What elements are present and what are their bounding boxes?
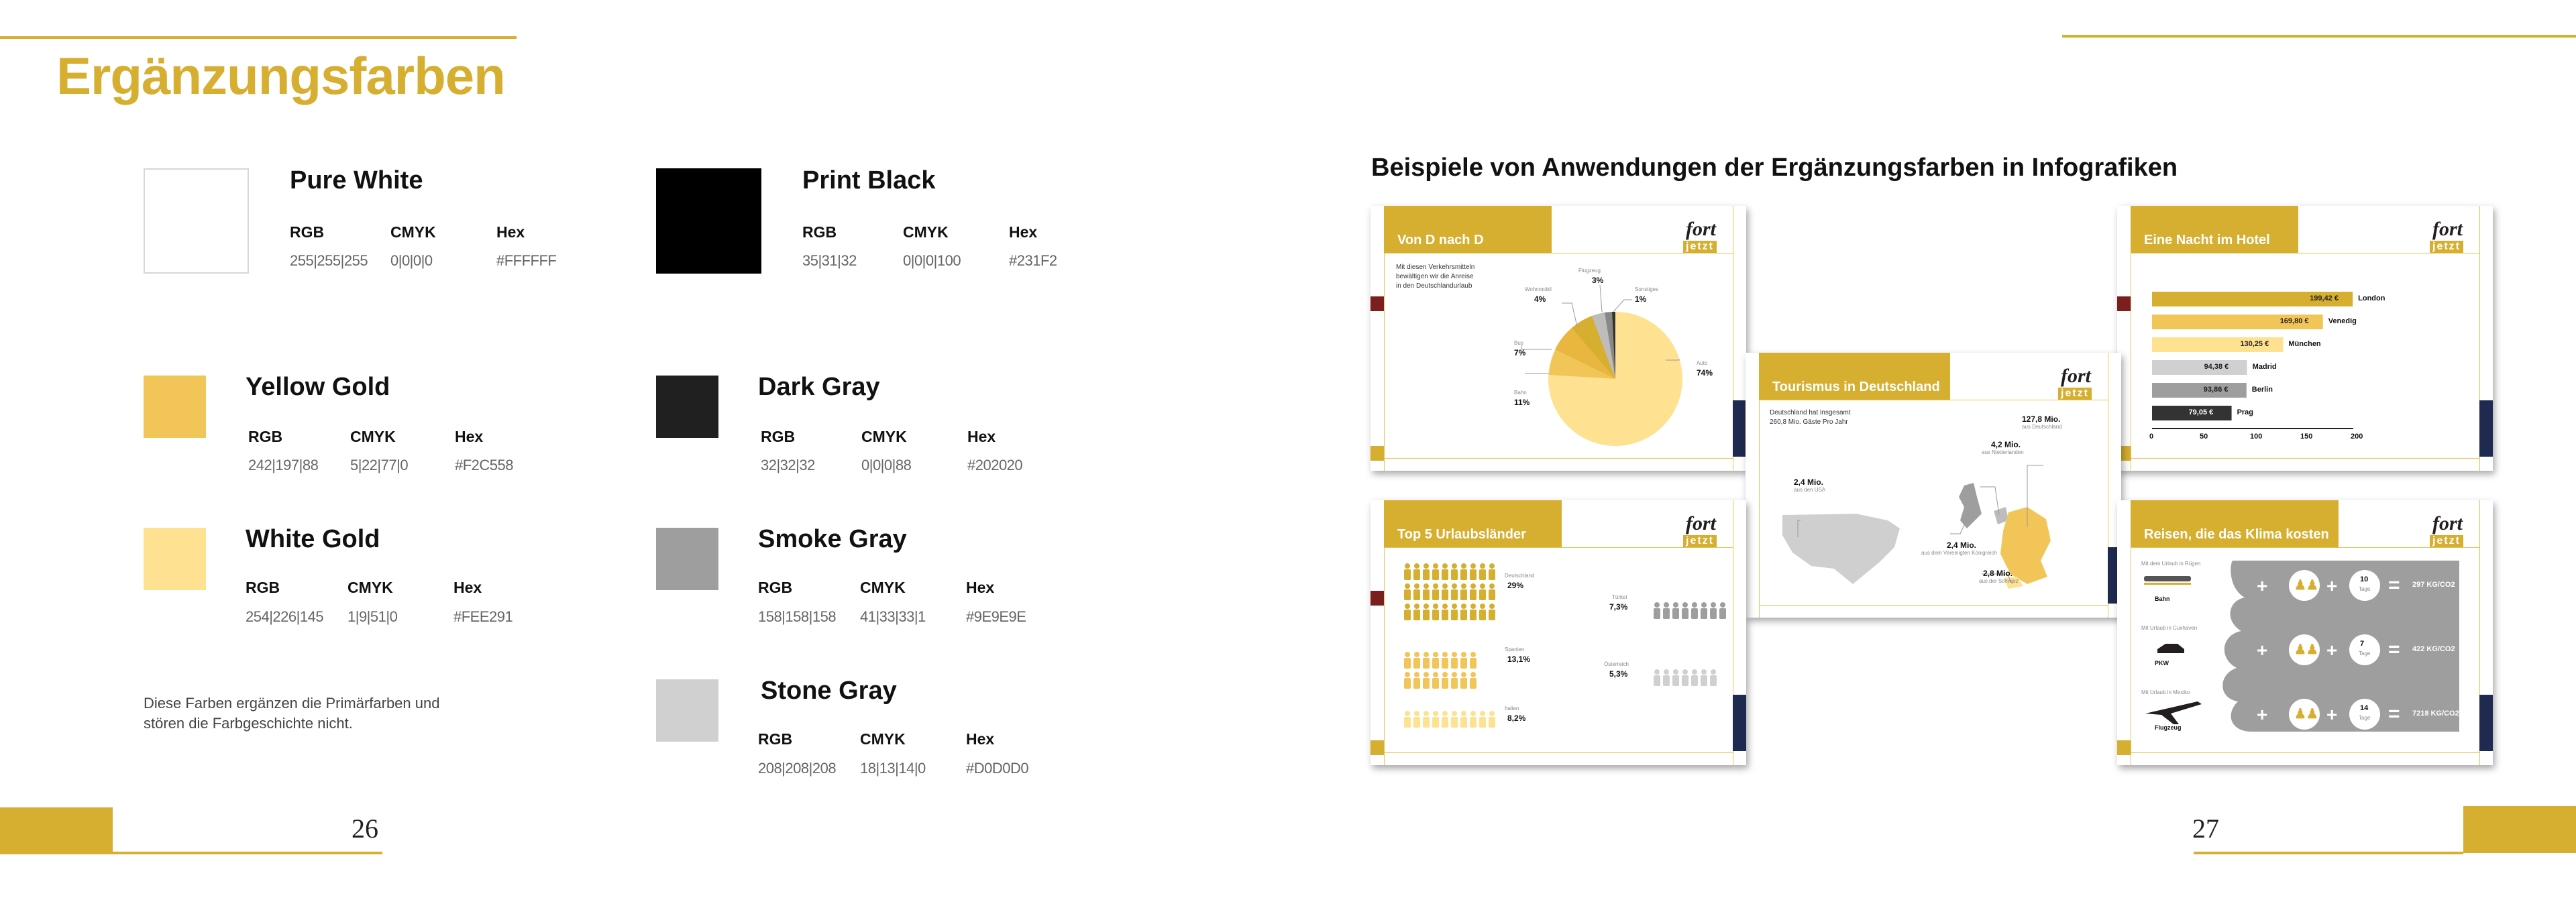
bar-city: Venedig — [2328, 317, 2357, 325]
cmyk-label: CMYK — [861, 428, 907, 445]
rgb-value: 242|197|88 — [248, 457, 319, 473]
person-icon — [1404, 563, 1411, 580]
person-icon — [1663, 669, 1670, 686]
swatch-print-black — [656, 168, 761, 274]
color-name: Print Black — [802, 166, 936, 194]
person-icon — [1663, 602, 1670, 619]
rgb-label: RGB — [246, 579, 280, 596]
equals-sign: = — [2388, 703, 2400, 725]
country-label: Deutschland — [1505, 573, 1535, 579]
card-title: Von D nach D — [1397, 233, 1484, 247]
people-icon: ♟♟ — [2294, 707, 2318, 722]
bar-city: London — [2358, 294, 2385, 302]
fort-logo: fort — [2432, 218, 2463, 240]
person-icon — [1479, 583, 1486, 600]
country-label: Österreich — [1604, 661, 1629, 667]
jetzt-logo: jetzt — [2058, 388, 2092, 400]
infographic-d-nach-d — [1371, 206, 1746, 471]
hex-value: #FEE291 — [453, 608, 513, 625]
intro-line: in den Deutschlandurlaub — [1396, 282, 1472, 290]
value: 4,2 Mio. — [1991, 440, 2021, 449]
person-icon — [1413, 652, 1420, 669]
person-icon — [1489, 711, 1495, 728]
rgb-value: 32|32|32 — [761, 457, 815, 473]
co2-result: 7218 KG/CO2 — [2412, 709, 2459, 718]
hex-label: Hex — [966, 730, 995, 748]
person-icon — [1442, 672, 1448, 689]
person-icon — [1460, 672, 1467, 689]
top-rule-right — [2062, 35, 2576, 38]
days-label: Tage — [2359, 586, 2371, 592]
person-icon — [1479, 563, 1486, 580]
value-sub: aus dem Vereinigten Königreich — [1921, 550, 1997, 556]
slice-label: Sonstiges — [1635, 286, 1659, 292]
hotel-bar-chart — [2117, 206, 2493, 471]
person-icon — [1404, 583, 1411, 600]
person-icon — [1432, 583, 1439, 600]
slice-label: Auto — [1697, 360, 1708, 366]
swatch-pure-white — [144, 168, 249, 274]
people-icon: ♟♟ — [2294, 642, 2318, 657]
days-circle — [2349, 570, 2380, 601]
bar-value: 94,38 € — [2204, 363, 2229, 371]
fort-logo: fort — [2432, 512, 2463, 534]
person-icon — [1470, 563, 1477, 580]
person-icon — [1404, 711, 1411, 728]
days-number: 10 — [2360, 575, 2369, 583]
note-line: stören die Farbgeschichte nicht. — [144, 715, 353, 732]
person-icon — [1460, 604, 1467, 620]
rgb-value: 208|208|208 — [758, 760, 837, 777]
axis-tick: 200 — [2351, 433, 2363, 441]
hex-value: #202020 — [967, 457, 1023, 473]
person-icon — [1682, 602, 1688, 619]
slice-value: 3% — [1592, 276, 1604, 285]
person-icon — [1423, 672, 1430, 689]
hex-label: Hex — [1009, 223, 1038, 241]
equals-sign: = — [2388, 638, 2400, 661]
card-title: Eine Nacht im Hotel — [2144, 233, 2270, 247]
person-icon — [1654, 669, 1660, 686]
person-icon — [1489, 563, 1495, 580]
person-icon — [1719, 602, 1726, 619]
footer-rule-right — [2194, 852, 2463, 854]
intro-line: Deutschland hat insgesamt — [1770, 409, 1851, 416]
axis-tick: 50 — [2200, 433, 2208, 441]
person-icon — [1404, 672, 1411, 689]
person-icon — [1423, 563, 1430, 580]
equals-sign: = — [2388, 574, 2400, 596]
card-title: Reisen, die das Klima kosten — [2144, 527, 2329, 542]
jetzt-logo: jetzt — [2430, 535, 2463, 547]
person-icon — [1442, 652, 1448, 669]
infographic-klima — [2117, 500, 2493, 765]
country-value: 29% — [1507, 581, 1524, 590]
page-title: Ergänzungsfarben — [56, 46, 505, 105]
hex-label: Hex — [496, 223, 525, 241]
value-sub: aus Niederlanden — [1982, 449, 2024, 455]
note-line: Diese Farben ergänzen die Primärfarben und — [144, 695, 440, 712]
value: 127,8 Mio. — [2022, 414, 2061, 424]
bar-city: Berlin — [2251, 386, 2273, 394]
people-icon: ♟♟ — [2294, 578, 2318, 593]
days-label: Tage — [2359, 650, 2371, 657]
transport-mode: Bahn — [2155, 595, 2170, 602]
person-icon — [1451, 711, 1458, 728]
bar-city: München — [2288, 340, 2321, 348]
plus-sign: + — [2257, 575, 2268, 596]
cmyk-label: CMYK — [390, 223, 436, 241]
country-value: 8,2% — [1507, 714, 1526, 723]
person-icon — [1682, 669, 1688, 686]
country-label: Türkei — [1612, 594, 1627, 600]
country-value: 7,3% — [1609, 602, 1628, 612]
co2-result: 297 KG/CO2 — [2412, 581, 2455, 589]
rgb-value: 158|158|158 — [758, 608, 837, 625]
hex-label: Hex — [967, 428, 996, 445]
cmyk-value: 18|13|14|0 — [860, 760, 926, 777]
hex-value: #FFFFFF — [496, 252, 557, 269]
color-name: Dark Gray — [758, 373, 880, 401]
bar-value: 199,42 € — [2310, 294, 2339, 302]
person-icon — [1654, 602, 1660, 619]
axis-tick: 150 — [2300, 433, 2313, 441]
bar-city: Prag — [2237, 408, 2254, 416]
cmyk-value: 41|33|33|1 — [860, 608, 926, 625]
cmyk-label: CMYK — [347, 579, 393, 596]
plus-sign: + — [2257, 704, 2268, 725]
person-icon — [1489, 604, 1495, 620]
person-icon — [1460, 563, 1467, 580]
section-title: Beispiele von Anwendungen der Ergänzungsfarben in Infografiken — [1371, 154, 2178, 182]
fort-logo: fort — [2061, 365, 2091, 387]
rgb-label: RGB — [802, 223, 837, 241]
jetzt-logo: jetzt — [1683, 535, 1717, 547]
person-icon — [1460, 652, 1467, 669]
intro-line: bewältigen wir die Anreise — [1396, 273, 1474, 280]
person-icon — [1691, 669, 1698, 686]
days-label: Tage — [2359, 715, 2371, 721]
slice-label: Flugzeug — [1578, 268, 1601, 274]
days-number: 14 — [2360, 704, 2369, 712]
swatch-yellow-gold — [144, 376, 206, 438]
fort-logo: fort — [1686, 512, 1716, 534]
transport-mode: PKW — [2155, 660, 2169, 667]
card-title: Tourismus in Deutschland — [1772, 380, 1940, 394]
note-text — [144, 693, 439, 734]
cmyk-label: CMYK — [860, 730, 906, 748]
axis-tick: 0 — [2149, 433, 2154, 441]
value-sub: aus den USA — [1794, 487, 1826, 493]
country-value: 13,1% — [1507, 655, 1531, 664]
hex-value: #231F2 — [1009, 252, 1057, 269]
person-icon — [1710, 602, 1717, 619]
swatch-stone-gray — [656, 679, 718, 742]
rgb-value: 255|255|255 — [290, 252, 368, 269]
color-name: Pure White — [290, 166, 423, 194]
rgb-value: 35|31|32 — [802, 252, 857, 269]
plus-sign: + — [2326, 704, 2338, 725]
country-label: Spanien — [1505, 646, 1525, 652]
card-title: Top 5 Urlaubsländer — [1397, 527, 1526, 542]
page-number-left: 26 — [352, 813, 378, 844]
hex-value: #D0D0D0 — [966, 760, 1029, 777]
person-icon — [1701, 669, 1707, 686]
infographic-top5 — [1371, 500, 1746, 765]
axis-tick: 100 — [2250, 433, 2263, 441]
person-icon — [1460, 711, 1467, 728]
infographic-tourismus — [1746, 353, 2121, 618]
footer-block-left — [0, 807, 113, 854]
person-icon — [1413, 563, 1420, 580]
slice-label: Bahn — [1514, 390, 1527, 396]
days-circle — [2349, 699, 2380, 730]
trip-description: Mit dem Urlaub in Rügen — [2141, 561, 2201, 567]
rgb-label: RGB — [290, 223, 325, 241]
swatch-dark-gray — [656, 376, 718, 438]
swatch-white-gold — [144, 528, 206, 590]
person-icon — [1432, 563, 1439, 580]
hex-label: Hex — [455, 428, 484, 445]
person-icon — [1691, 602, 1698, 619]
trip-description: Mit Urlaub in Cuxhaven — [2141, 625, 2198, 631]
page-number-right: 27 — [2192, 813, 2219, 844]
footer-rule-left — [113, 852, 382, 854]
plus-sign: + — [2326, 640, 2338, 661]
cmyk-value: 5|22|77|0 — [350, 457, 409, 473]
plus-sign: + — [2326, 575, 2338, 596]
country-value: 5,3% — [1609, 669, 1628, 679]
person-icon — [1479, 604, 1486, 620]
cmyk-label: CMYK — [860, 579, 906, 596]
hex-label: Hex — [966, 579, 995, 596]
person-icon — [1470, 583, 1477, 600]
hex-value: #9E9E9E — [966, 608, 1026, 625]
slice-value: 4% — [1534, 294, 1546, 304]
person-icon — [1413, 604, 1420, 620]
jetzt-logo: jetzt — [1683, 241, 1717, 253]
person-icon — [1451, 672, 1458, 689]
person-icon — [1423, 604, 1430, 620]
person-icon — [1479, 711, 1486, 728]
cmyk-value: 1|9|51|0 — [347, 608, 398, 625]
rgb-label: RGB — [248, 428, 283, 445]
hex-value: #F2C558 — [455, 457, 514, 473]
person-icon — [1470, 652, 1477, 669]
cmyk-label: CMYK — [350, 428, 396, 445]
person-icon — [1470, 604, 1477, 620]
value-sub: aus der Schweiz — [1979, 578, 2019, 584]
bar-value: 93,86 € — [2203, 386, 2229, 394]
intro-line: Mit diesen Verkehrsmitteln — [1396, 264, 1475, 271]
bar-value: 169,80 € — [2279, 317, 2309, 325]
cmyk-value: 0|0|0|0 — [390, 252, 433, 269]
person-icon — [1489, 583, 1495, 600]
country-label: Italien — [1505, 705, 1519, 712]
person-icon — [1442, 583, 1448, 600]
slice-value: 11% — [1514, 398, 1530, 407]
color-name: Yellow Gold — [246, 373, 390, 401]
color-name: Stone Gray — [761, 677, 897, 705]
jetzt-logo: jetzt — [2430, 241, 2463, 253]
intro-line: 260,8 Mio. Gäste Pro Jahr — [1770, 418, 1848, 426]
person-icon — [1423, 583, 1430, 600]
person-icon — [1404, 604, 1411, 620]
person-icon — [1413, 672, 1420, 689]
slice-value: 74% — [1697, 368, 1713, 378]
trip-description: Mit Urlaub in Mexiko — [2141, 689, 2190, 695]
person-icon — [1423, 711, 1430, 728]
person-icon — [1432, 672, 1439, 689]
slice-value: 1% — [1635, 294, 1647, 304]
person-icon — [1432, 652, 1439, 669]
footer-block-right — [2463, 806, 2576, 853]
hex-label: Hex — [453, 579, 482, 596]
days-number: 7 — [2360, 640, 2365, 648]
person-icon — [1413, 583, 1420, 600]
rgb-label: RGB — [758, 579, 793, 596]
person-icon — [1432, 711, 1439, 728]
person-icon — [1672, 602, 1679, 619]
plus-sign: + — [2257, 640, 2268, 661]
person-icon — [1442, 563, 1448, 580]
person-icon — [1470, 711, 1477, 728]
co2-result: 422 KG/CO2 — [2412, 645, 2455, 653]
person-icon — [1423, 652, 1430, 669]
color-name: Smoke Gray — [758, 525, 907, 553]
people-chart — [1371, 500, 1746, 765]
value: 2,4 Mio. — [1794, 477, 1824, 487]
cmyk-value: 0|0|0|100 — [903, 252, 961, 269]
bar-value: 130,25 € — [2240, 340, 2269, 348]
bar-value: 79,05 € — [2188, 408, 2214, 416]
person-icon — [1413, 711, 1420, 728]
person-icon — [1451, 563, 1458, 580]
person-icon — [1404, 652, 1411, 669]
person-icon — [1710, 669, 1717, 686]
rgb-value: 254|226|145 — [246, 608, 324, 625]
person-icon — [1701, 602, 1707, 619]
hotel-bar — [2152, 383, 2247, 398]
person-icon — [1451, 583, 1458, 600]
pie-chart — [1371, 206, 1746, 471]
hotel-bar — [2152, 360, 2247, 375]
top-rule-left — [0, 36, 517, 39]
infographic-hotel — [2117, 206, 2493, 471]
person-icon — [1432, 604, 1439, 620]
transport-mode: Flugzeug — [2155, 724, 2182, 731]
rgb-label: RGB — [758, 730, 793, 748]
person-icon — [1451, 604, 1458, 620]
color-name: White Gold — [246, 525, 380, 553]
person-icon — [1672, 669, 1679, 686]
cmyk-value: 0|0|0|88 — [861, 457, 912, 473]
bar-city: Madrid — [2252, 363, 2277, 371]
value: 2,4 Mio. — [1947, 541, 1977, 550]
person-icon — [1470, 672, 1477, 689]
rgb-label: RGB — [761, 428, 796, 445]
cmyk-label: CMYK — [903, 223, 949, 241]
slice-value: 7% — [1514, 348, 1526, 357]
person-icon — [1442, 604, 1448, 620]
fort-logo: fort — [1686, 218, 1716, 240]
person-icon — [1451, 652, 1458, 669]
days-circle — [2349, 634, 2380, 665]
value: 2,8 Mio. — [1983, 569, 2013, 578]
value-sub: aus Deutschland — [2022, 424, 2062, 430]
person-icon — [1442, 711, 1448, 728]
swatch-smoke-gray — [656, 528, 718, 590]
slice-label: Wohnmobil — [1525, 286, 1552, 292]
slice-label: Bus — [1514, 340, 1523, 346]
person-icon — [1460, 583, 1467, 600]
